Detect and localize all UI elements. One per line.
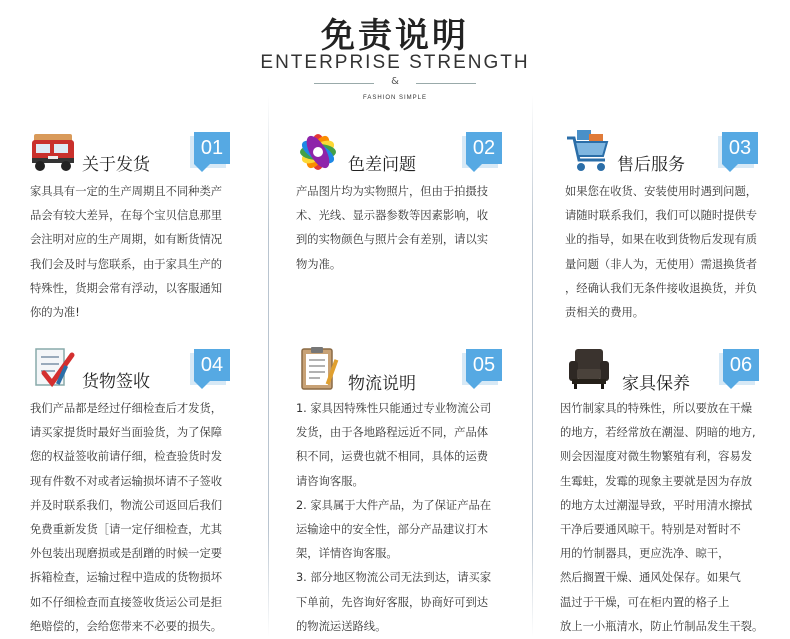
text-line: 家具具有一定的生产周期且不同种类产 — [30, 185, 223, 198]
text-line: ，经确认我们无条件接收退换货，并负 — [565, 281, 758, 295]
section-title: 家具保养 — [622, 374, 690, 394]
text-line: 下单前，先咨询好客服，协商好可到达 — [296, 595, 489, 609]
text-line: 我们会及时与您联系，由于家具生产的 — [30, 257, 223, 271]
truck-icon — [30, 128, 76, 174]
ampersand: & — [391, 76, 399, 87]
text-line: 品会有较大差异，在每个宝贝信息那里 — [30, 209, 223, 223]
text-line: 的地方太过潮湿导致，平时用清水擦拭 — [560, 498, 753, 512]
text-line: 2. 家具属于大件产品，为了保证产品在 — [296, 498, 492, 512]
text-line: 如果您在收货、安装使用时遇到问题， — [565, 185, 758, 198]
text-line: 用的竹制器具，更应洗净、晾干， — [560, 547, 730, 561]
text-line: 会注明对应的生产周期，如有断货情况 — [30, 233, 223, 247]
section-text — [296, 397, 536, 639]
text-line: 责相关的费用。 — [565, 306, 645, 320]
checklist-icon — [30, 345, 76, 391]
number-badge: 05 — [466, 349, 502, 381]
text-line: 温过于干燥，可在柜内置的格子上 — [560, 595, 730, 609]
section-shipping — [30, 128, 270, 378]
page-subtitle: ENTERPRISE STRENGTH — [260, 52, 530, 73]
shopping-cart-icon — [565, 128, 611, 174]
section-title: 色差问题 — [348, 155, 416, 175]
section-text — [565, 180, 783, 325]
section-text — [30, 397, 270, 639]
section-text — [30, 180, 270, 325]
section-color-difference — [296, 128, 536, 378]
text-line: 架，详情咨询客服。 — [296, 547, 398, 561]
text-line: 绝赔偿的，会给您带来不必要的损失。 — [30, 619, 223, 633]
text-line: 你的为准! — [30, 306, 80, 320]
text-line: 特殊性，货期会常有浮动，以客服通知 — [30, 281, 223, 295]
text-line: 现有件数不对或者运输损坏请不子签收 — [30, 474, 223, 488]
text-line: 我们产品都是经过仔细检查后才发货， — [30, 402, 223, 415]
text-line: 1. 家具因特殊性只能通过专业物流公司 — [296, 402, 492, 415]
text-line: 3. 部分地区物流公司无法到达，请买家 — [296, 571, 492, 585]
text-line: 外包装出现磨损或是刮蹭的时候一定要 — [30, 547, 223, 561]
clipboard-icon — [296, 345, 342, 391]
text-line: 干净后要通风晾干。特别是对暂时不 — [560, 523, 741, 537]
number-badge: 03 — [722, 132, 758, 164]
section-after-sales — [565, 128, 790, 378]
text-line: 物为准。 — [296, 257, 342, 271]
section-text — [560, 397, 785, 639]
text-line: 量问题（非人为，无使用）需退换货者 — [565, 257, 758, 271]
text-line: 生霉蛀，发霉的现象主要就是因为存放 — [560, 474, 753, 488]
text-line: 业的指导，如果在收到货物后发现有质 — [565, 233, 758, 247]
text-line: 到的实物颜色与照片会有差别，请以实 — [296, 233, 489, 247]
text-line: 请随时联系我们，我们可以随时提供专 — [565, 209, 758, 223]
text-line: 拆箱检查，运输过程中造成的货物损坏 — [30, 571, 223, 585]
text-line: 的物流运送路线。 — [296, 619, 387, 633]
number-badge: 01 — [194, 132, 230, 164]
color-palette-icon — [296, 128, 342, 174]
text-line: 放上一小瓶清水，防止竹制品发生干裂。 — [560, 619, 764, 633]
tagline: FASHION SIMPLE — [362, 95, 427, 101]
text-line: 请买家提货时最好当面验货，为了保障 — [30, 426, 223, 440]
page-title: 免责说明 — [321, 16, 469, 56]
text-line: 产品图片均为实物照片，但由于拍摄技 — [296, 185, 489, 198]
ornament-line-right — [416, 83, 476, 84]
section-logistics — [296, 345, 536, 633]
armchair-icon — [566, 345, 612, 391]
section-receipt — [30, 345, 270, 633]
text-line: 的地方，若经常放在潮湿、阴暗的地方, — [560, 426, 756, 440]
text-line: 发货，由于各地路程远近不同，产品体 — [296, 426, 489, 440]
text-line: 请咨询客服。 — [296, 474, 364, 488]
text-line: 免费重新发货［请一定仔细检查，尤其 — [30, 523, 223, 537]
number-badge: 06 — [723, 349, 759, 381]
text-line: 您的权益签收前请仔细，检查验货时发 — [30, 450, 223, 464]
ampersand-ornament — [314, 76, 476, 90]
number-badge: 02 — [466, 132, 502, 164]
text-line: 然后搁置干燥、通风处保存。如果气 — [560, 571, 741, 585]
text-line: 如不仔细检查而直接签收货运公司是拒 — [30, 595, 223, 609]
section-title: 关于发货 — [82, 155, 150, 175]
section-title: 售后服务 — [617, 155, 685, 175]
number-badge: 04 — [194, 349, 230, 381]
text-line: 术、光线、显示器参数等因素影响，收 — [296, 209, 489, 223]
section-furniture-care — [560, 345, 790, 633]
text-line: 因竹制家具的特殊性，所以要放在干燥 — [560, 402, 753, 415]
text-line: 积不同，运费也就不相同，具体的运费 — [296, 450, 489, 464]
text-line: 运输途中的安全性，部分产品建议打木 — [296, 523, 489, 537]
text-line: 并及时联系我们，物流公司返回后我们 — [30, 498, 223, 512]
section-text — [296, 180, 536, 277]
section-title: 物流说明 — [348, 374, 416, 394]
section-title: 货物签收 — [82, 372, 150, 392]
text-line: 则会因湿度对微生物繁殖有利，容易发 — [560, 450, 753, 464]
